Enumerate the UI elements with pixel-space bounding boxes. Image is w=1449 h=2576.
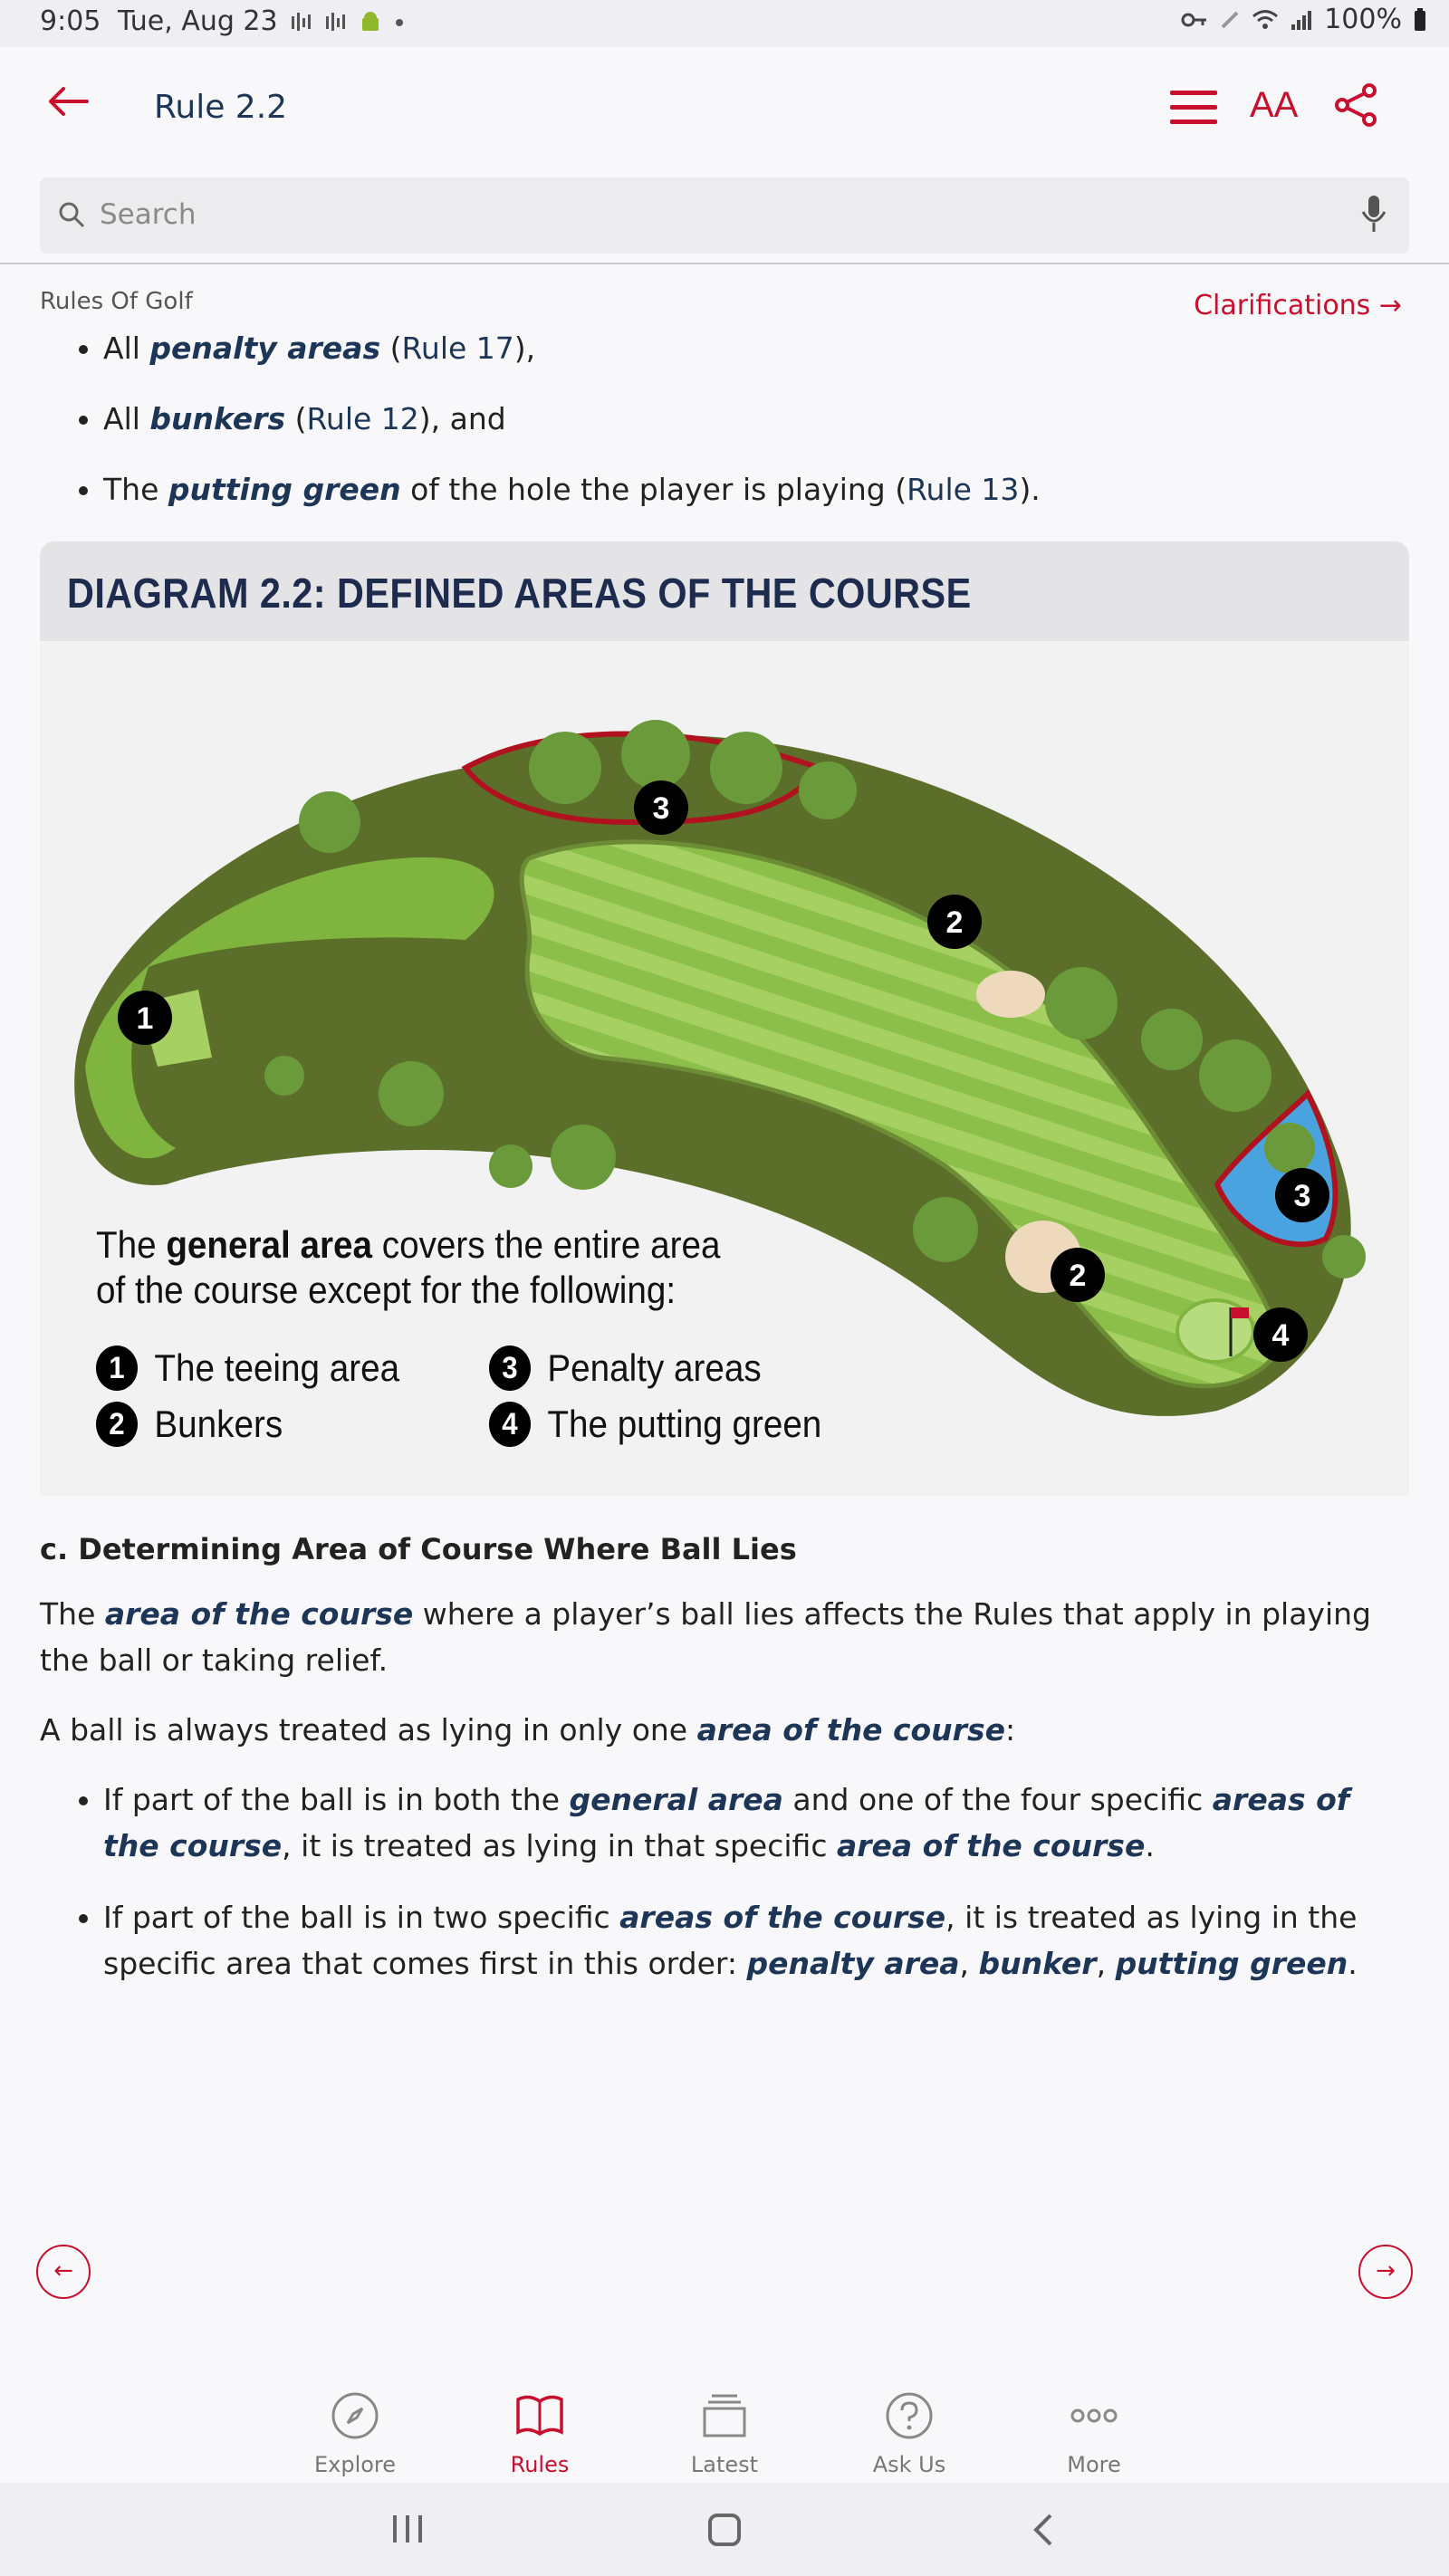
key-icon	[1181, 9, 1208, 31]
general-area-text: The general area covers the entire area of the course except for the following:	[96, 1223, 721, 1311]
compass-icon	[330, 2390, 380, 2441]
signal-bars-icon	[290, 11, 312, 33]
battery-icon	[1413, 7, 1427, 33]
paragraph: A ball is always treated as lying in only one area of the course:	[40, 1712, 1016, 1748]
menu-icon[interactable]	[1168, 87, 1219, 127]
book-icon	[514, 2390, 565, 2441]
battery-level: 100%	[1324, 4, 1402, 35]
marker-3: 3	[652, 791, 670, 826]
rule-link[interactable]: Rule 17	[401, 330, 514, 366]
bottom-tab-bar	[0, 2363, 1449, 2481]
page-title: Rule 2.2	[154, 89, 288, 126]
list-item: • All penalty areas (Rule 17),	[103, 326, 1409, 371]
stack-icon	[699, 2390, 750, 2441]
defined-term-link[interactable]: areas of the course	[619, 1900, 946, 1935]
defined-term-link[interactable]: putting green	[168, 472, 401, 507]
section-heading: c. Determining Area of Course Where Ball Lies	[40, 1532, 797, 1566]
back-nav-icon[interactable]	[1029, 2512, 1056, 2548]
notification-icons	[290, 11, 404, 34]
defined-term-link[interactable]: area of the course	[104, 1596, 414, 1632]
signal-bars-icon	[324, 11, 346, 33]
more-icon	[1069, 2390, 1119, 2441]
defined-term-link[interactable]: general area	[569, 1782, 783, 1817]
pen-icon	[1219, 9, 1241, 31]
defined-term-link[interactable]: bunkers	[149, 401, 286, 436]
status-date: Tue, Aug 23	[118, 5, 278, 37]
list-item: • If part of the ball is in both the general area and one of the four specific areas of the course, it is treated as lying in that specific area of the course.	[103, 1776, 1409, 1869]
tab-explore[interactable]: Explore	[301, 2390, 409, 2477]
list-item: • All bunkers (Rule 12), and	[103, 397, 1409, 442]
status-time: 9:05	[40, 5, 101, 37]
defined-term-link[interactable]: penalty area	[746, 1946, 960, 1981]
rules-list	[40, 1776, 1409, 1987]
list-item: • If part of the ball is in two specific areas of the course, it is treated as lying in the specific area that comes first in this order: penalty area, bunker, putting green.	[103, 1894, 1409, 1987]
search-bar[interactable]	[40, 177, 1409, 254]
recent-apps-icon[interactable]	[389, 2514, 426, 2544]
microphone-icon[interactable]	[1360, 194, 1387, 235]
course-diagram	[40, 541, 1409, 1496]
search-placeholder: Search	[100, 198, 197, 231]
rule-link[interactable]: Rule 12	[306, 401, 419, 436]
tab-latest[interactable]: Latest	[670, 2390, 779, 2477]
paragraph: The area of the course where a player’s ball lies affects the Rules that apply in playing the ball or taking relief.	[40, 1596, 1371, 1678]
clarifications-link[interactable]: Clarifications →	[1194, 290, 1402, 321]
defined-term-link[interactable]: area of the course	[696, 1712, 1005, 1748]
legend-item: 1 The teeing area	[96, 1345, 399, 1391]
app-bar	[0, 47, 1449, 170]
system-icons	[1181, 4, 1427, 35]
search-icon	[56, 199, 89, 232]
wifi-icon	[1252, 8, 1279, 32]
marker-2: 2	[1069, 1259, 1087, 1293]
defined-term-link[interactable]: penalty areas	[149, 330, 381, 366]
question-icon	[884, 2390, 935, 2441]
defined-term-link[interactable]: putting green	[1115, 1946, 1348, 1981]
bunker-top	[976, 971, 1045, 1018]
home-icon[interactable]	[706, 2512, 743, 2548]
breadcrumb[interactable]: Rules Of Golf	[40, 288, 193, 315]
marker-1: 1	[136, 1001, 154, 1036]
list-item: • The putting green of the hole the player is playing (Rule 13).	[103, 467, 1409, 512]
search-divider	[0, 263, 1449, 264]
legend-item: 4 The putting green	[489, 1402, 821, 1447]
legend-item: 2 Bunkers	[96, 1402, 283, 1447]
marker-3: 3	[1293, 1179, 1311, 1213]
tab-rules[interactable]: Rules	[485, 2390, 594, 2477]
defined-term-link[interactable]: bunker	[978, 1946, 1097, 1981]
text-size-button[interactable]: AA	[1250, 85, 1299, 125]
tab-ask-us[interactable]: Ask Us	[855, 2390, 964, 2477]
legend-item: 3 Penalty areas	[489, 1345, 762, 1391]
android-icon	[359, 11, 382, 34]
rule-link[interactable]: Rule 13	[907, 472, 1020, 507]
previous-rule-button[interactable]: ←	[36, 2245, 91, 2299]
marker-2: 2	[945, 905, 964, 940]
status-bar	[0, 0, 1449, 47]
system-navigation-bar	[0, 2483, 1449, 2576]
defined-term-link[interactable]: area of the course	[836, 1828, 1146, 1863]
marker-4: 4	[1271, 1318, 1290, 1353]
flag	[1231, 1307, 1249, 1318]
section-c	[40, 1527, 1409, 2012]
area-list	[40, 326, 1409, 512]
defined-term-link[interactable]: areas of the course	[103, 1782, 1350, 1863]
rule-content	[40, 326, 1409, 538]
next-rule-button[interactable]: →	[1358, 2245, 1413, 2299]
back-arrow-icon[interactable]	[47, 85, 91, 118]
dot-icon	[395, 11, 404, 34]
diagram-title: DIAGRAM 2.2: DEFINED AREAS OF THE COURSE	[67, 570, 972, 617]
tab-more[interactable]: More	[1040, 2390, 1148, 2477]
share-icon[interactable]	[1333, 83, 1378, 127]
cell-signal-icon	[1290, 8, 1313, 32]
